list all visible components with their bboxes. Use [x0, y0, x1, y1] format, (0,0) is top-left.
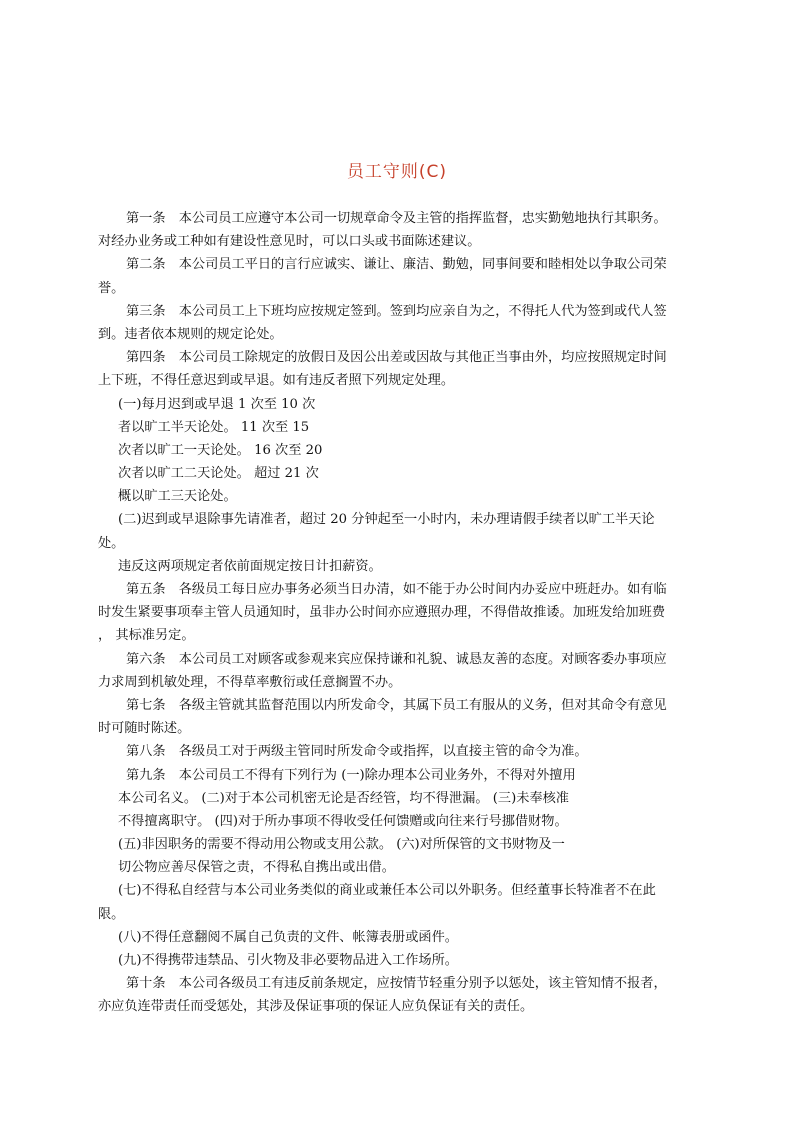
text-line: 对经办业务或工种如有建设性意见时，可以口头或书面陈述建议。 — [98, 234, 481, 250]
text-line: 上下班，不得任意迟到或早退。如有违反者照下列规定处理。 — [98, 373, 455, 389]
text-line: (二)迟到或早退除事先请准者，超过 20 分钟起至一小时内，未办理请假手续者以旷工半天论 — [118, 512, 655, 528]
text-line: 违反这两项规定者依前面规定按日计扣薪资。 — [118, 558, 382, 574]
text-line: 第九条 本公司员工不得有下列行为 (一)除办理本公司业务外，不得对外擅用 — [126, 767, 576, 783]
text-line: 者以旷工半天论处。 11 次至 15 — [118, 419, 310, 435]
text-line: 第二条 本公司员工平日的言行应诚实、谦让、廉洁、勤勉，同事间要和睦相处以争取公司荣 — [126, 257, 667, 273]
text-line: 切公物应善尽保管之责，不得私自携出或出借。 — [118, 860, 395, 876]
text-line: ， 其标准另定。 — [98, 628, 195, 644]
text-line: 概以旷工三天论处。 — [118, 489, 237, 505]
text-line: 誉。 — [98, 280, 125, 296]
text-line: 第一条 本公司员工应遵守本公司一切规章命令及主管的指挥监督，忠实勤勉地执行其职务。 — [126, 211, 667, 226]
text-line: 第四条 本公司员工除规定的放假日及因公出差或因故与其他正当事由外，均应按照规定时间 — [126, 350, 667, 366]
text-line: 第八条 各级员工对于两级主管同时所发命令或指挥，以直接主管的命令为准。 — [126, 744, 588, 760]
text-line: (一)每月迟到或早退 1 次至 10 次 — [118, 396, 316, 412]
text-line: (九)不得携带违禁品、引火物及非必要物品进入工作场所。 — [118, 953, 458, 968]
text-line: 力求周到机敏处理，不得草率敷衍或任意搁置不办。 — [98, 674, 402, 690]
text-line: (七)不得私自经营与本公司业务类似的商业或兼任本公司以外职务。但经董事长特准者不在此 — [118, 883, 656, 899]
text-line: 第六条 本公司员工对顾客或参观来宾应保持谦和礼貌、诚恳友善的态度。对顾客委办事项应 — [126, 651, 667, 667]
text-line: 次者以旷工二天论处。 超过 21 次 — [118, 466, 319, 482]
text-line: 时发生紧要事项奉主管人员通知时，虽非办公时间亦应遵照办理，不得借故推诿。加班发给加班费 — [98, 605, 666, 621]
text-line: 第七条 各级主管就其监督范围以内所发命令，其属下员工有服从的义务，但对其命令有意见 — [126, 697, 667, 713]
text-line: 第十条 本公司各级员工有违反前条规定，应按情节轻重分别予以惩处，该主管知情不报者， — [126, 976, 667, 992]
text-line: 处。 — [98, 535, 125, 551]
document-title: 员工守则(C) — [346, 162, 448, 182]
text-line: 亦应负连带责任而受惩处，其涉及保证事项的保证人应负保证有关的责任。 — [98, 999, 534, 1015]
text-line: 第三条 本公司员工上下班均应按规定签到。签到均应亲自为之，不得托人代为签到或代人签 — [126, 303, 667, 319]
document-body — [98, 207, 710, 1019]
text-line: 时可随时陈述。 — [98, 721, 191, 737]
text-line: (八)不得任意翻阅不属自己负责的文件、帐簿表册或函件。 — [118, 929, 458, 945]
text-line: 限。 — [98, 906, 125, 922]
text-line: 不得擅离职守。 (四)对于所办事项不得收受任何馈赠或向往来行号挪借财物。 — [118, 813, 568, 829]
text-line: 次者以旷工一天论处。 16 次至 20 — [118, 442, 323, 458]
text-line: 本公司名义。 (二)对于本公司机密无论是否经管，均不得泄漏。 (三)未奉核准 — [118, 790, 569, 806]
text-line: (五)非因职务的需要不得动用公物或支用公款。 (六)对所保管的文书财物及一 — [118, 837, 565, 853]
text-line: 到。违者依本规则的规定论处。 — [98, 326, 283, 342]
text-line: 第五条 各级员工每日应办事务必须当日办清，如不能于办公时间内办妥应中班赶办。如有临 — [126, 582, 667, 597]
